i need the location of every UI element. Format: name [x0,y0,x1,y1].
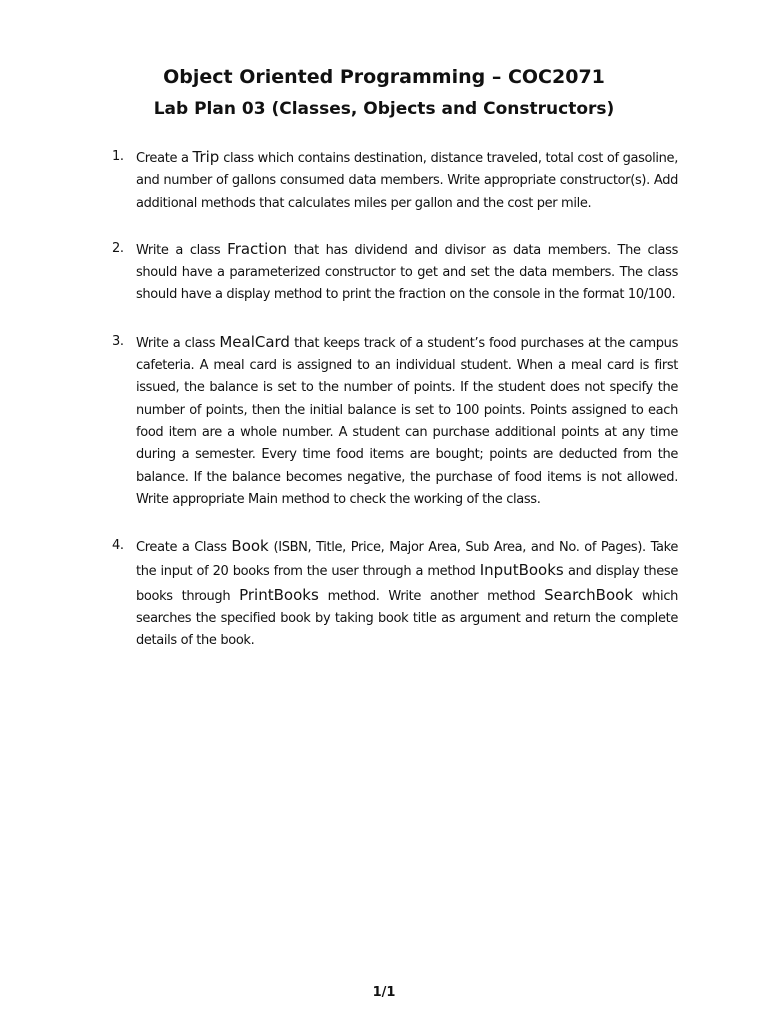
method-name: InputBooks [479,561,564,580]
task-item-4 [112,535,678,652]
task-text: (ISBN, Title, Price, Major Area, Sub Area, and No. of Pages). Take the input of 20 books from the user through a method [136,540,678,580]
document-subtitle: Lab Plan 03 (Classes, Objects and Constructors) [153,99,615,119]
task-text: Write a class [136,335,220,351]
class-name: Book [231,537,269,556]
task-item-3 [112,331,678,511]
class-name: MealCard [219,332,290,351]
task-text: class which contains destination, distance traveled, total cost of gasoline, and number of gallons consumed data members. Write appropriate constructor(s). Add additional methods that calculates miles per gallon and the cost per mile. [136,151,678,211]
task-text: Create a [136,151,193,166]
task-number: 2. [112,240,124,256]
class-name: Trip [192,148,220,166]
document-title: Object Oriented Programming – COC2071 [163,66,605,88]
class-name: Fraction [227,239,288,258]
task-text: Write a class [136,242,228,258]
task-number: 4. [112,538,124,554]
task-number: 3. [112,333,124,349]
task-text: method. Write another method [318,588,545,604]
method-name: PrintBooks [239,585,319,604]
page-number: 1/1 [372,985,396,1000]
task-text: and display these books through [136,564,679,604]
task-text: which searches the specified book by taking book title as argument and return the complete details of the book. [136,588,679,649]
task-item-1 [112,146,678,215]
task-text: Create a Class [136,540,232,556]
task-item-2 [112,238,678,307]
task-list [112,146,678,677]
task-number: 1. [112,149,124,164]
method-name: SearchBook [544,585,633,604]
task-text: that keeps track of a student’s food purchases at the campus cafeteria. A meal card is assigned to an individual student. When a meal card is first issued, the balance is set to the number of points. If the student does not specify the number of points, then the initial balance is set to 100 points. Points assigned to each food item are a whole number. A student can purchase additional points at any time during a semester. Every time food items are bought; points are deducted from the balance. If the balance becomes negative, the purchase of food items is not allowed. Write appropriate Main method to check the working of the class. [136,335,678,507]
task-text: that has dividend and divisor as data members. The class should have a parameterized constructor to get and set the data members. The class should have a display method to print the fraction on the console in the format 10/100. [136,242,679,303]
